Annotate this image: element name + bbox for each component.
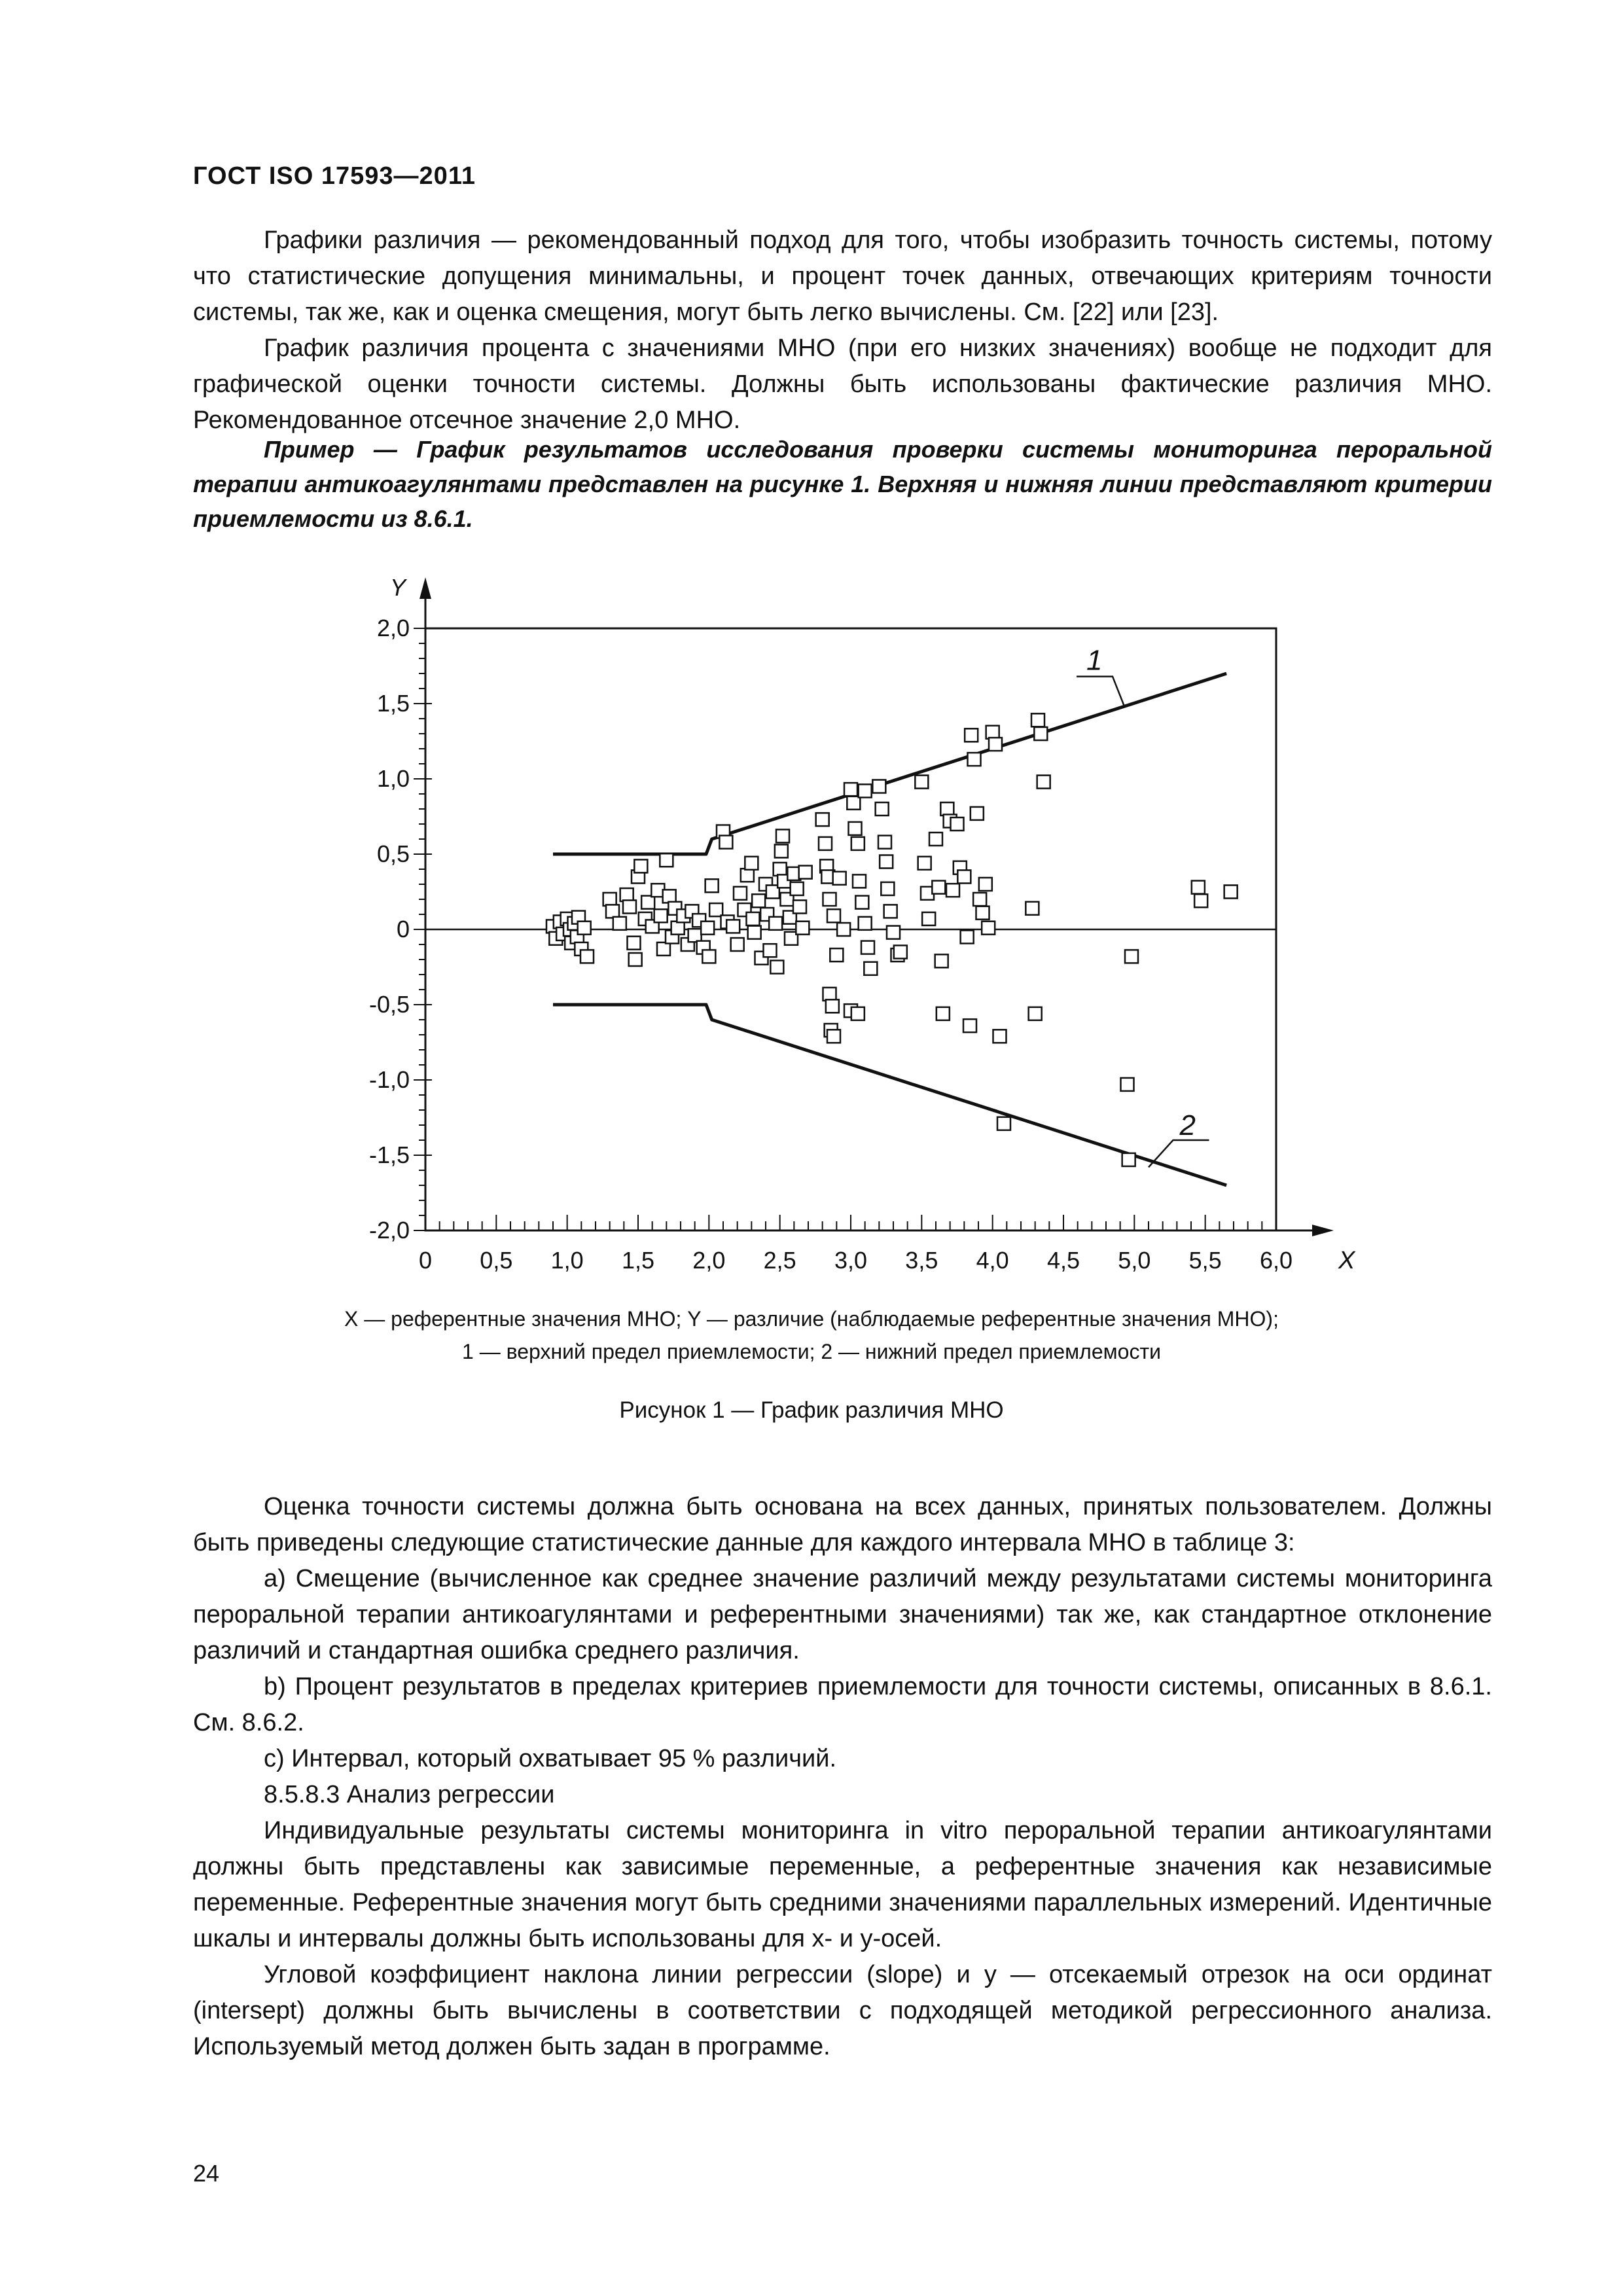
intro-text [193, 223, 1492, 439]
data-point [701, 922, 714, 935]
data-point [851, 837, 865, 850]
inr-difference-chart [340, 569, 1355, 1309]
data-point [578, 922, 591, 935]
x-tick-label: 1,5 [621, 1247, 655, 1274]
data-point [776, 829, 789, 842]
data-point [881, 882, 894, 895]
data-point [940, 802, 954, 816]
data-point [1224, 886, 1238, 899]
data-point [968, 753, 981, 766]
data-point [819, 837, 832, 850]
data-point [774, 863, 787, 876]
data-point [1034, 727, 1047, 740]
figure-legend-line-2: 1 — верхний предел приемлемости; 2 — нижний предел приемлемости [462, 1340, 1161, 1363]
x-tick-label: 2,0 [692, 1247, 726, 1274]
data-point [936, 1007, 950, 1020]
data-point [793, 901, 806, 914]
data-point [1031, 713, 1044, 726]
y-axis-label: Y [389, 574, 406, 601]
chart-layer [369, 574, 1356, 1274]
data-point [799, 866, 812, 879]
data-point [982, 922, 995, 935]
data-point [823, 988, 836, 1001]
data-point [915, 776, 928, 789]
x-tick-label: 2,5 [763, 1247, 796, 1274]
data-point [951, 817, 964, 831]
data-point [1122, 1153, 1135, 1166]
data-point [734, 887, 747, 900]
data-point [861, 941, 874, 954]
paragraph: Угловой коэффициент наклона линии регрессии (slope) и y — отсекаемый отрезок на оси ординат (intersept) должны быть вычислены в соответствии с подходящей методикой регрессионного анализа. Используемый метод должен быть задан в программе. [193, 1961, 1492, 2060]
data-point [816, 813, 829, 826]
lower-limit-label: 2 [1179, 1109, 1196, 1141]
y-tick-label: 2,0 [376, 615, 410, 641]
list-item-b: b) Процент результатов в пределах критериев приемлемости для точности системы, описанных в 8.6.1. См. 8.6.2. [193, 1673, 1492, 1736]
data-point [823, 893, 836, 906]
paragraph: Графики различия — рекомендованный подход для того, чтобы изобразить точность системы, потому что статистические допущения минимальны, и процент точек данных, отвечающих критериям точности системы, так же, как и оценка смещения, могут быть легко вычислены. См. [22] или [23]. [193, 226, 1492, 326]
data-point [876, 802, 889, 816]
data-point [847, 797, 860, 810]
data-point [603, 893, 616, 906]
data-point [946, 884, 959, 897]
data-point [580, 950, 594, 963]
data-point [628, 937, 641, 950]
data-point [731, 938, 744, 951]
data-point [775, 844, 788, 857]
x-tick-label: 3,0 [834, 1247, 868, 1274]
data-point [705, 879, 719, 892]
data-point [769, 917, 782, 930]
data-point [864, 962, 877, 975]
body-text [193, 1489, 1492, 2065]
x-axis-arrow [1312, 1225, 1334, 1236]
data-point [623, 901, 636, 914]
data-point [719, 836, 732, 849]
data-point [849, 822, 862, 835]
paragraph: Оценка точности системы должна быть основана на всех данных, принятых пользователем. Должны быть приведены следующие статистические данные для каждого интервала МНО в таблице 3: [193, 1493, 1492, 1556]
data-point [922, 912, 935, 925]
data-point [989, 738, 1002, 751]
data-point [796, 922, 809, 935]
data-point [859, 917, 872, 930]
data-point [688, 929, 702, 942]
data-point [830, 948, 843, 961]
data-point [918, 857, 931, 870]
data-point [971, 807, 984, 820]
data-point [747, 912, 760, 925]
upper-limit-label: 1 [1086, 644, 1103, 677]
data-point [997, 1117, 1010, 1130]
data-point [859, 784, 872, 797]
data-point [764, 944, 777, 957]
data-point [963, 1019, 976, 1032]
data-point [880, 855, 893, 869]
data-point [1026, 902, 1039, 915]
data-point [872, 780, 885, 793]
data-point [887, 926, 900, 939]
data-point [961, 931, 974, 944]
data-point [606, 905, 619, 918]
data-point [979, 878, 992, 891]
data-point [770, 961, 783, 974]
figure-title: Рисунок 1 — График различия МНО [619, 1397, 1004, 1423]
x-tick-label: 3,5 [905, 1247, 938, 1274]
x-tick-label: 5,5 [1188, 1247, 1222, 1274]
x-tick-label: 0 [418, 1247, 433, 1274]
document-header: ГОСТ ISO 17593—2011 [193, 162, 476, 190]
data-point [932, 881, 945, 894]
data-point [726, 920, 740, 933]
list-item-c: c) Интервал, который охватывает 95 % различий. [264, 1745, 837, 1772]
data-point [993, 1030, 1007, 1043]
data-point [965, 728, 978, 742]
upper-limit-line [553, 673, 1226, 854]
y-tick-label: -2,0 [368, 1217, 410, 1244]
data-point [663, 889, 676, 903]
data-point [957, 870, 971, 884]
data-point [1029, 1007, 1042, 1020]
example-note: Пример — График результатов исследования проверки системы мониторинга пероральной терапии антикоагулянтами представлен на рисунке 1. Верхняя и нижняя линии представляют критерии приемлемости из 8.6.1. [193, 436, 1492, 532]
data-point [641, 896, 654, 909]
data-point [853, 874, 866, 888]
y-tick-label: 0,5 [376, 840, 410, 867]
data-point [827, 909, 840, 922]
data-point [884, 905, 897, 918]
data-point [702, 950, 715, 963]
data-point [1125, 950, 1138, 963]
data-point [1194, 894, 1207, 907]
data-point [986, 726, 999, 739]
y-tick-label: -1,5 [368, 1141, 410, 1168]
data-point [851, 1007, 865, 1020]
data-point [1121, 1078, 1134, 1091]
data-point [613, 917, 626, 930]
x-tick-label: 4,0 [976, 1247, 1009, 1274]
data-point [935, 954, 948, 967]
data-point [671, 922, 685, 935]
x-tick-label: 1,0 [550, 1247, 584, 1274]
data-point [976, 906, 990, 920]
data-point [709, 903, 722, 916]
data-point [791, 882, 804, 895]
data-point [745, 857, 758, 870]
data-point [894, 946, 907, 959]
data-point [752, 894, 765, 907]
data-point [654, 909, 668, 922]
paragraph: График различия процента с значениями МНО (при его низких значениях) вообще не подходит для графической оценки точности системы. Должны быть использованы фактические различия МНО. Рекомендованное отсечное значение 2,0 МНО. [193, 334, 1492, 434]
data-point [833, 872, 846, 885]
page-number: 24 [193, 2160, 220, 2187]
data-point [837, 923, 850, 936]
data-point [855, 896, 868, 909]
y-tick-label: -0,5 [368, 991, 410, 1018]
data-point [826, 999, 839, 1013]
data-point [1192, 881, 1205, 894]
data-point [929, 833, 942, 846]
data-point [1037, 776, 1050, 789]
y-tick-label: 0 [396, 916, 410, 942]
y-tick-label: 1,5 [376, 690, 410, 717]
paragraph: Индивидуальные результаты системы мониторинга in vitro пероральной терапии антикоагулянтами должны быть представлены как зависимые переменные, а референтные значения как независимые переменные. Референтные значения могут быть средними значениями параллельных измерений. Идентичные шкалы и интервалы должны быть использованы для x- и y-осей. [193, 1817, 1492, 1952]
data-point [748, 926, 761, 939]
data-point [634, 859, 647, 872]
x-tick-label: 4,5 [1046, 1247, 1080, 1274]
data-point [629, 953, 642, 966]
data-point [878, 836, 891, 849]
y-axis-arrow [419, 577, 431, 599]
data-point [827, 1030, 840, 1043]
x-tick-label: 6,0 [1259, 1247, 1293, 1274]
data-point [741, 869, 754, 882]
x-tick-label: 5,0 [1118, 1247, 1151, 1274]
data-point [973, 893, 986, 906]
data-point [657, 942, 670, 956]
list-item-a: a) Смещение (вычисленное как среднее значение различий между результатами системы мониторинга пероральной терапии антикоагулянтами и референтными значениями) так же, как стандартное отклонение различий и стандартная ошибка среднего различия. [193, 1565, 1492, 1664]
data-point [660, 853, 673, 867]
data-point [844, 783, 857, 796]
figure-legend-line-1: X — референтные значения МНО; Y — различие (наблюдаемые референтные значения МНО); [344, 1307, 1279, 1331]
section-heading: 8.5.8.3 Анализ регрессии [264, 1781, 555, 1808]
y-tick-label: 1,0 [376, 765, 410, 792]
y-tick-label: -1,0 [368, 1066, 410, 1093]
x-axis-label: X [1338, 1247, 1355, 1274]
x-tick-label: 0,5 [480, 1247, 513, 1274]
upper-limit-leader [1077, 677, 1124, 707]
data-point [620, 888, 633, 901]
